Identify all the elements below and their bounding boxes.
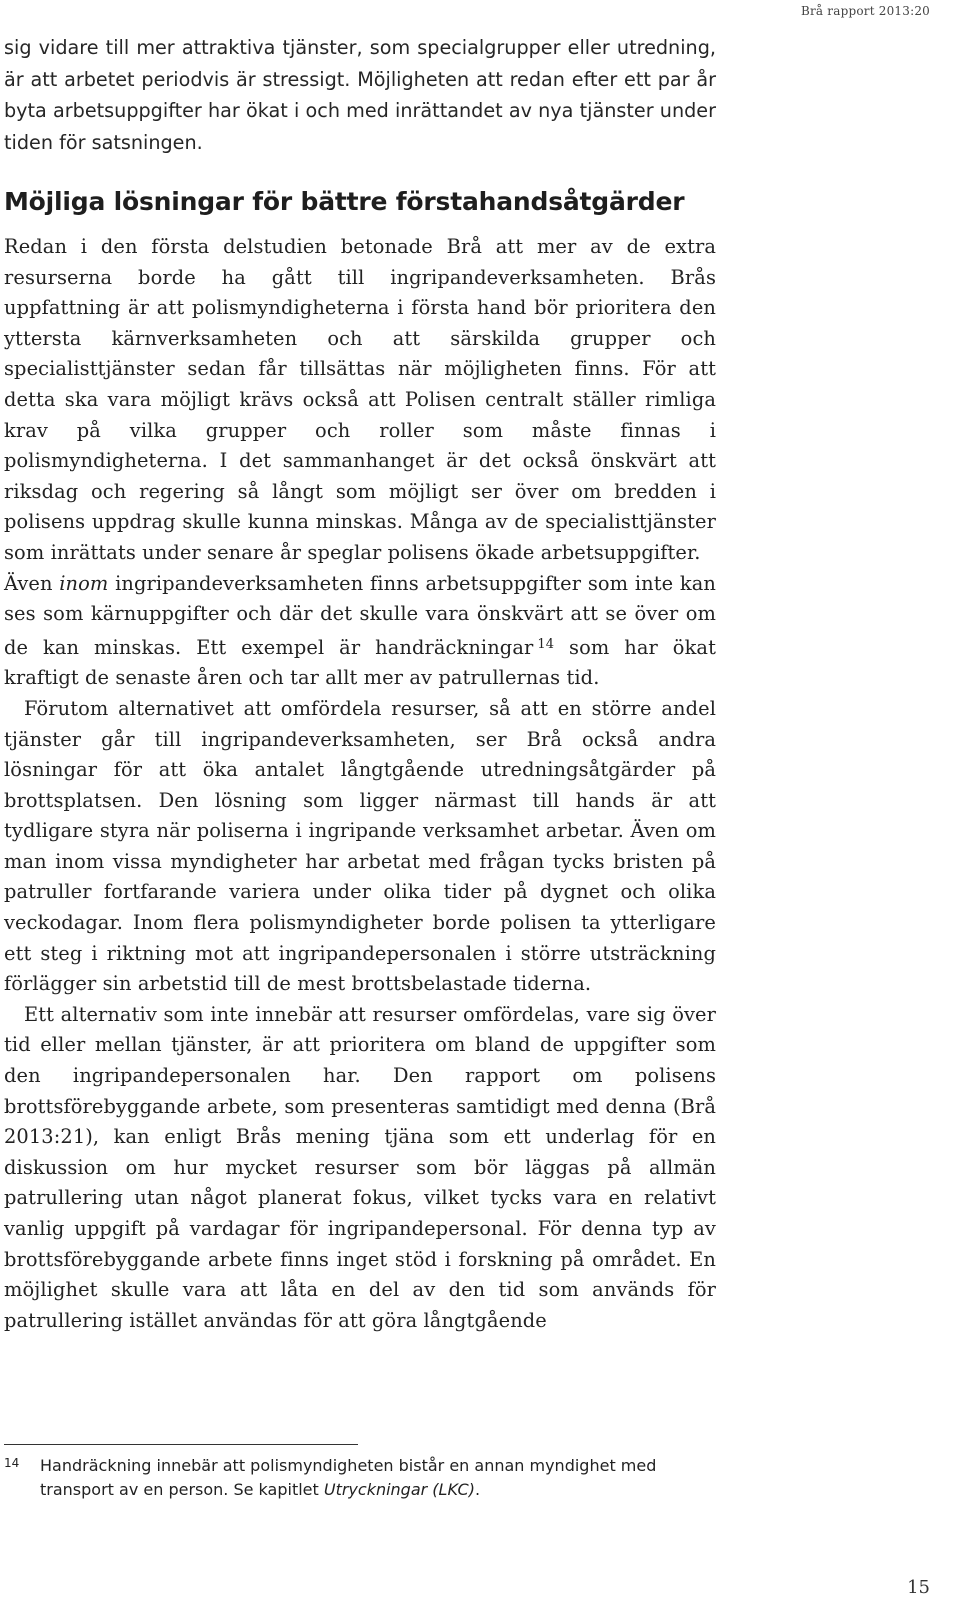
section-heading: Möjliga lösningar för bättre förstahandsåtgärder xyxy=(4,187,685,216)
intro-paragraph: sig vidare till mer attraktiva tjänster, som specialgrupper eller utredning, är att arbetet periodvis är stressigt. Möjligheten att redan efter ett par år byta arbetsuppgifter har ökat i och med inrättandet av nya tjänster under tiden för satsningen. xyxy=(4,36,716,154)
running-header: Brå rapport 2013:20 xyxy=(800,4,930,18)
paragraph-2-main-text: ingripandeverksamheten finns arbetsuppgifter som inte kan ses som kärnuppgifter och där det skulle vara önskvärt att se över om de kan minskas. Ett exempel är handräckningar xyxy=(4,571,716,659)
page-number: 15 xyxy=(907,1577,930,1598)
section-paragraph-4: Ett alternativ som inte innebär att resurser omfördelas, vare sig över tid eller mellan tjänster, är att prioritera om bland de uppgifter som den ingripandepersonalen har. Den rapport om polisens brottsförebyggande arbete, som presenteras samtidigt med denna (Brå 2013:21), kan enligt Brås mening tjäna som ett underlag för en diskussion om hur mycket resurser som bör läggas på allmän patrullering utan något planerat fokus, vilket tycks vara en relativt vanlig uppgift på vardagar för ingripandepersonal. För denna typ av brottsförebyggande arbete finns inget stöd i forskning på området. En möjlighet skulle vara att låta en del av den tid som används för patrullering istället användas för att göra långtgående xyxy=(4,1002,716,1332)
footnote-text xyxy=(40,1454,704,1502)
footnote-divider xyxy=(4,1444,358,1445)
section-paragraph-2 xyxy=(4,569,716,694)
paragraph-2-before-italic: Även xyxy=(4,571,60,595)
footnote-number: 14 xyxy=(4,1456,20,1470)
footnote-italic-reference: Utryckningar (LKC) xyxy=(323,1480,475,1499)
paragraph-2-end-text: som har ökat kraftigt de senaste åren och tar allt mer av patrullernas tid. xyxy=(4,635,716,690)
footnote xyxy=(4,1454,704,1502)
section-paragraph-1: Redan i den första delstudien betonade Brå att mer av de extra resurserna borde ha gått till ingripandeverksamheten. Brås uppfattning är att polismyndigheterna i första hand bör prioritera den yttersta kärnverksamheten och att särskilda grupper och specialisttjänster sedan får tillsättas när möjligheten finns. För att detta ska vara möjligt krävs också att Polisen centralt ställer rimliga krav på vilka grupper och roller som måste finnas i polismyndigheterna. I det sammanhanget är det också önskvärt att riksdag och regering så långt som möjligt ser över om bredden i polisens uppdrag skulle kunna minskas. Många av de specialisttjänster som inrättats under senare år speglar polisens ökade arbetsuppgifter. xyxy=(4,235,716,564)
paragraph-2-italic-word: inom xyxy=(59,571,109,595)
footnote-body: Handräckning innebär att polismyndigheten bistår en annan myndighet med transport av en person. Se kapitlet xyxy=(40,1456,657,1499)
footnote-end: . xyxy=(474,1480,481,1499)
section-paragraph-3: Förutom alternativet att omfördela resurser, så att en större andel tjänster går till ingripandeverksamheten, ser Brå också andra lösningar för att öka antalet långtgående utredningsåtgärder på brottsplatsen. Den lösning som ligger närmast till hands är att tydligare styra när poliserna i ingripande verksamhet arbetar. Även om man inom vissa myndigheter har arbetat med frågan tycks bristen på patruller fortfarande variera under olika tider på dygnet och olika veckodagar. Inom flera polismyndigheter borde polisen ta ytterligare ett steg i riktning mot att ingripandepersonalen i större utsträckning förlägger sin arbetstid till de mest brottsbelastade tiderna. xyxy=(4,696,716,996)
footnote-reference: 14 xyxy=(537,636,555,652)
page-content xyxy=(4,32,716,1336)
